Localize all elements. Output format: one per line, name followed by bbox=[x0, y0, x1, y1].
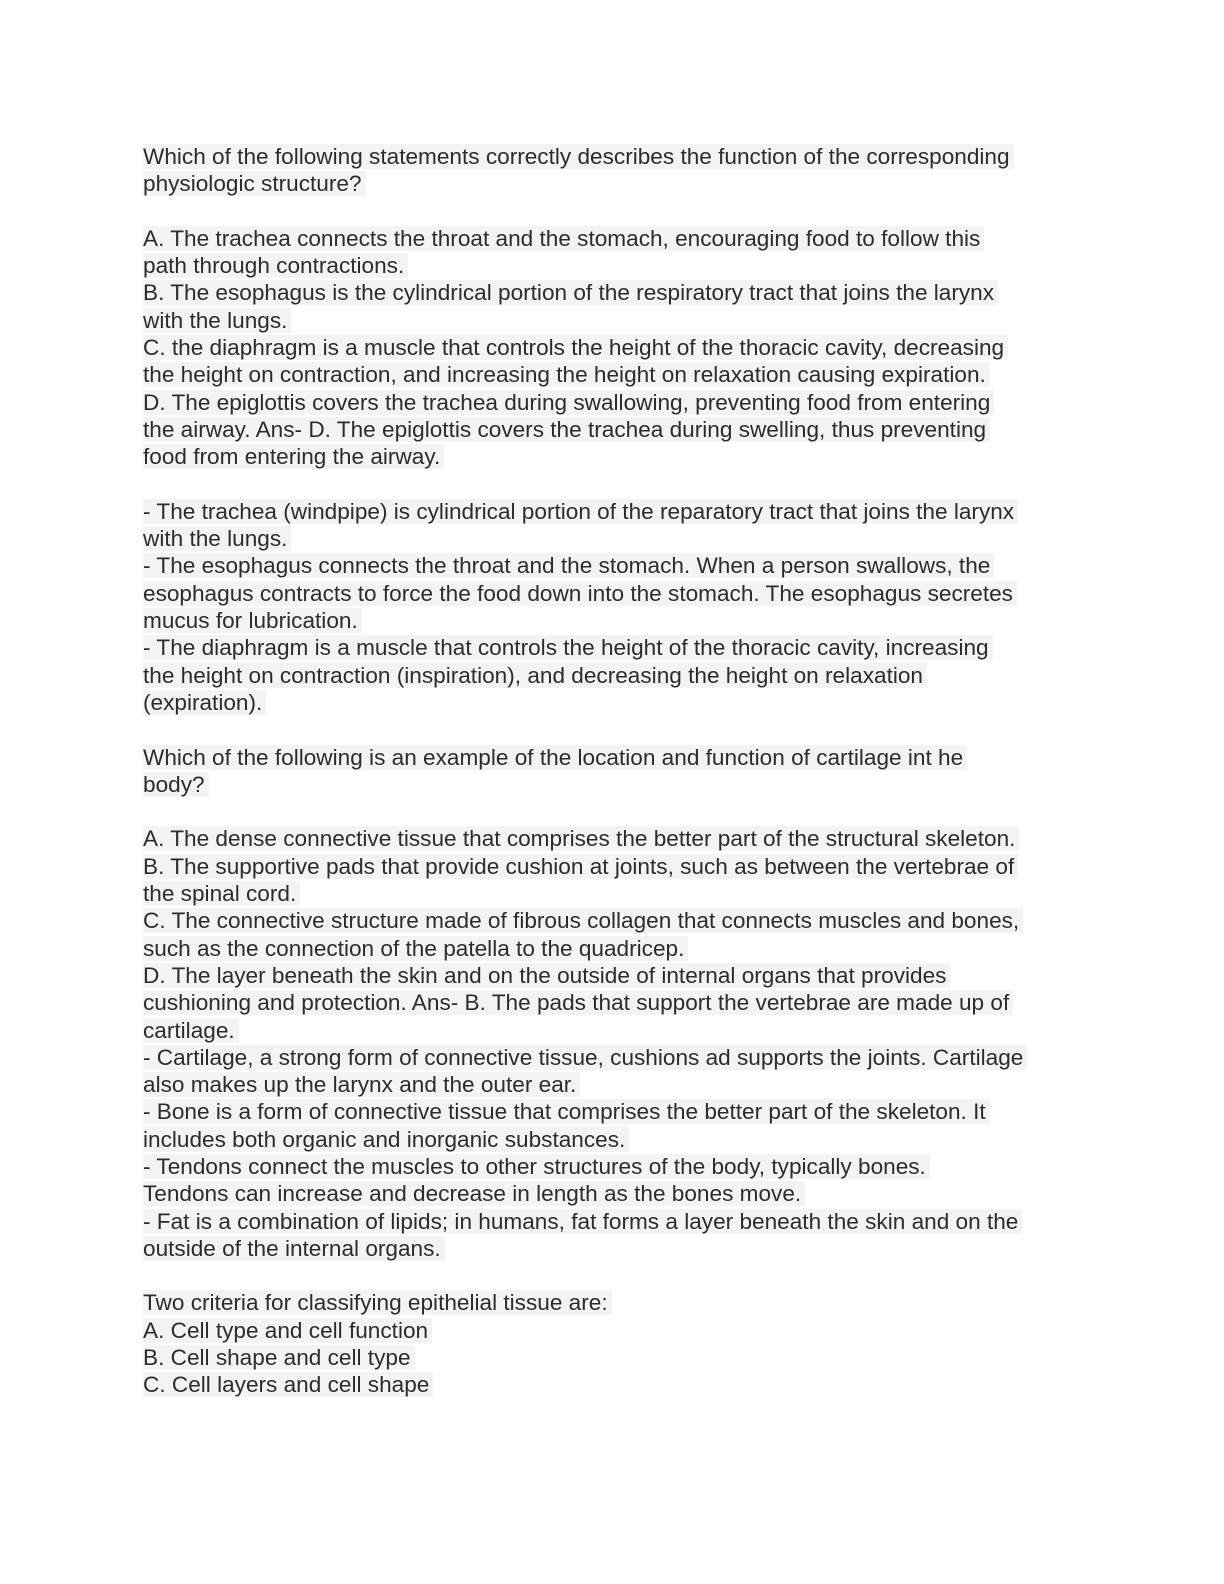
text-line: body? bbox=[143, 771, 1083, 798]
text-line: A. Cell type and cell function bbox=[143, 1317, 1083, 1344]
text-line: (expiration). bbox=[143, 689, 1083, 716]
text-line: includes both organic and inorganic substances. bbox=[143, 1126, 1083, 1153]
text-line: path through contractions. bbox=[143, 252, 1083, 279]
blank-line bbox=[143, 716, 1083, 743]
text-line: with the lungs. bbox=[143, 525, 1083, 552]
blank-line bbox=[143, 798, 1083, 825]
text-line: C. the diaphragm is a muscle that controls the height of the thoracic cavity, decreasing bbox=[143, 334, 1083, 361]
blank-line bbox=[143, 1262, 1083, 1289]
blank-line bbox=[143, 471, 1083, 498]
text-line: D. The layer beneath the skin and on the outside of internal organs that provides bbox=[143, 962, 1083, 989]
text-line: B. The esophagus is the cylindrical portion of the respiratory tract that joins the larynx bbox=[143, 279, 1083, 306]
document-page bbox=[143, 143, 1083, 1399]
text-line: physiologic structure? bbox=[143, 170, 1083, 197]
text-line: Two criteria for classifying epithelial tissue are: bbox=[143, 1289, 1083, 1316]
text-line: the height on contraction (inspiration), and decreasing the height on relaxation bbox=[143, 662, 1083, 689]
text-line: Tendons can increase and decrease in length as the bones move. bbox=[143, 1180, 1083, 1207]
text-line: Which of the following is an example of the location and function of cartilage int he bbox=[143, 744, 1083, 771]
text-line: esophagus contracts to force the food down into the stomach. The esophagus secretes bbox=[143, 580, 1083, 607]
text-line: the airway. Ans- D. The epiglottis covers the trachea during swelling, thus preventing bbox=[143, 416, 1083, 443]
text-line: also makes up the larynx and the outer ear. bbox=[143, 1071, 1083, 1098]
text-line: cartilage. bbox=[143, 1017, 1083, 1044]
text-line: C. The connective structure made of fibrous collagen that connects muscles and bones, bbox=[143, 907, 1083, 934]
text-line: Which of the following statements correctly describes the function of the corresponding bbox=[143, 143, 1083, 170]
text-line: - Cartilage, a strong form of connective tissue, cushions ad supports the joints. Cartilage bbox=[143, 1044, 1083, 1071]
text-line: - The esophagus connects the throat and the stomach. When a person swallows, the bbox=[143, 552, 1083, 579]
text-line: C. Cell layers and cell shape bbox=[143, 1371, 1083, 1398]
text-line: the spinal cord. bbox=[143, 880, 1083, 907]
text-line: D. The epiglottis covers the trachea during swallowing, preventing food from entering bbox=[143, 389, 1083, 416]
text-line: - Bone is a form of connective tissue that comprises the better part of the skeleton. It bbox=[143, 1098, 1083, 1125]
text-line: such as the connection of the patella to the quadricep. bbox=[143, 935, 1083, 962]
text-line: A. The trachea connects the throat and the stomach, encouraging food to follow this bbox=[143, 225, 1083, 252]
text-line: the height on contraction, and increasing the height on relaxation causing expiration. bbox=[143, 361, 1083, 388]
blank-line bbox=[143, 198, 1083, 225]
text-line: mucus for lubrication. bbox=[143, 607, 1083, 634]
text-line: outside of the internal organs. bbox=[143, 1235, 1083, 1262]
text-line: - The trachea (windpipe) is cylindrical portion of the reparatory tract that joins the larynx bbox=[143, 498, 1083, 525]
text-line: A. The dense connective tissue that comprises the better part of the structural skeleton. bbox=[143, 825, 1083, 852]
text-line: - Tendons connect the muscles to other structures of the body, typically bones. bbox=[143, 1153, 1083, 1180]
text-line: - Fat is a combination of lipids; in humans, fat forms a layer beneath the skin and on the bbox=[143, 1208, 1083, 1235]
text-line: cushioning and protection. Ans- B. The pads that support the vertebrae are made up of bbox=[143, 989, 1083, 1016]
text-line: B. The supportive pads that provide cushion at joints, such as between the vertebrae of bbox=[143, 853, 1083, 880]
text-line: food from entering the airway. bbox=[143, 443, 1083, 470]
text-line: with the lungs. bbox=[143, 307, 1083, 334]
text-line: - The diaphragm is a muscle that controls the height of the thoracic cavity, increasing bbox=[143, 634, 1083, 661]
text-line: B. Cell shape and cell type bbox=[143, 1344, 1083, 1371]
